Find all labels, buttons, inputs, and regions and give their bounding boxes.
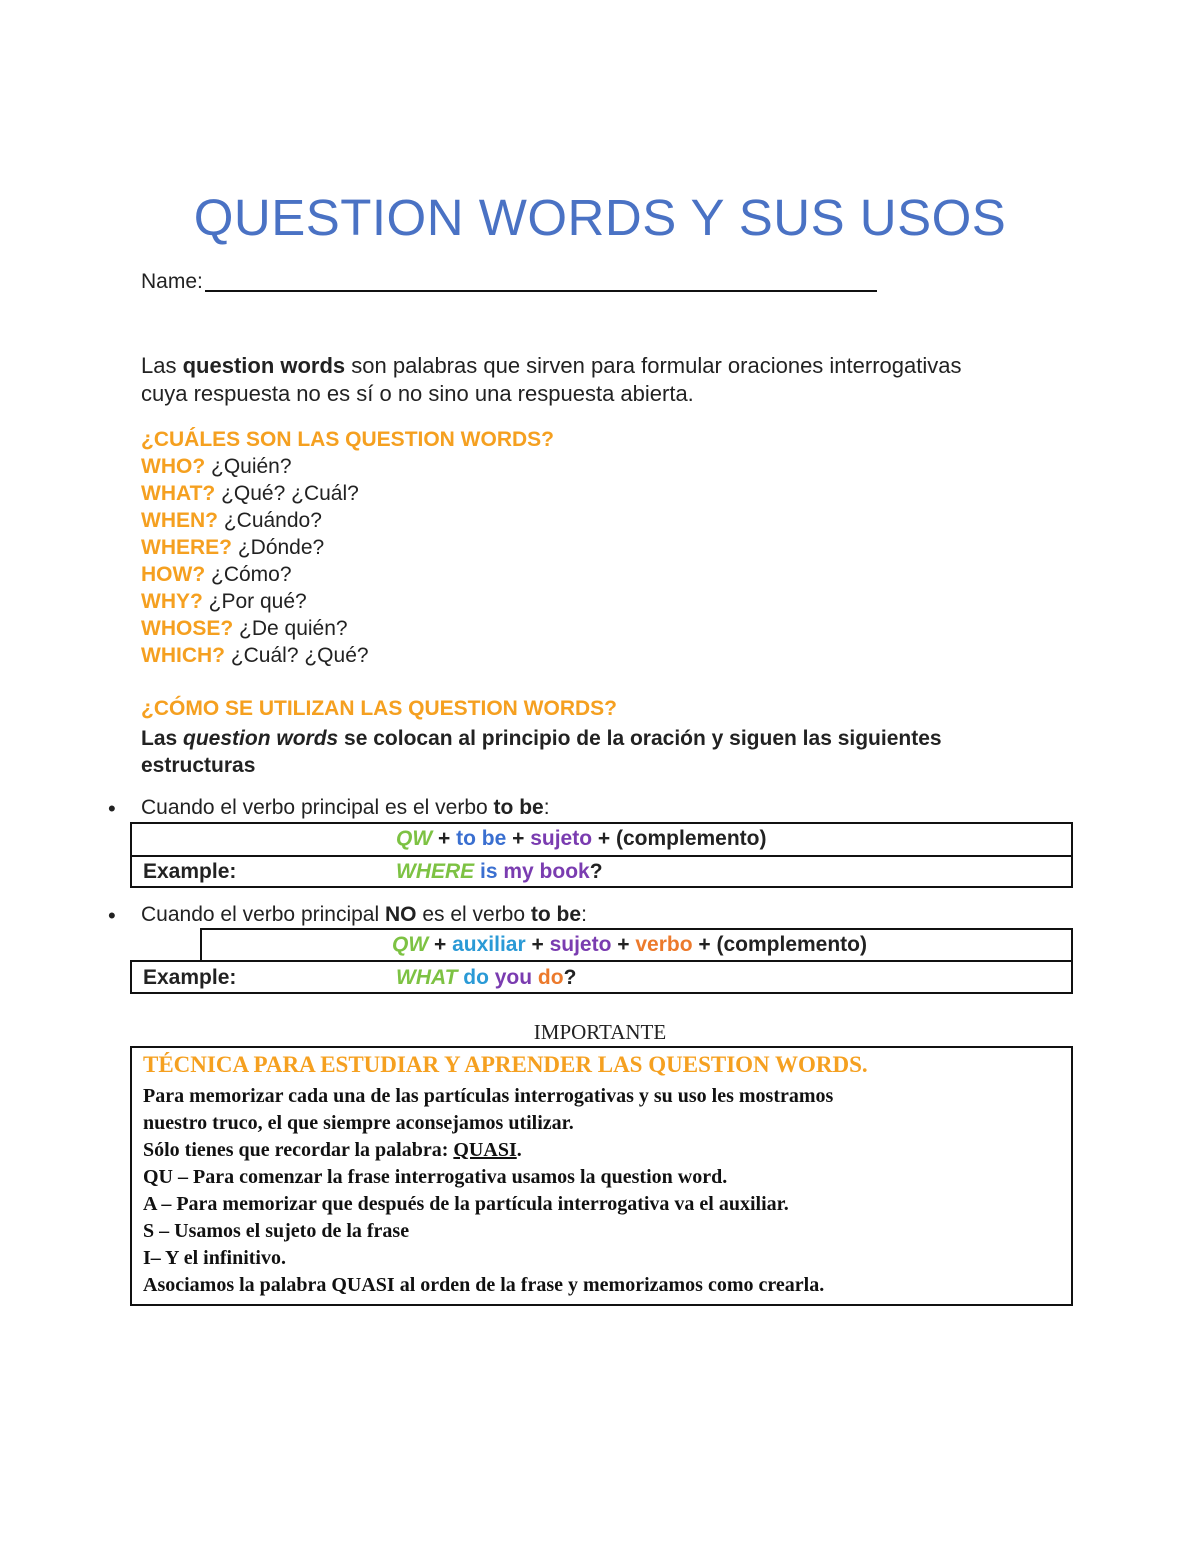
example-1: WHERE is my book? bbox=[396, 860, 603, 883]
table-divider bbox=[132, 855, 1071, 857]
question-word-row: WHOSE? ¿De quién? bbox=[141, 617, 348, 640]
name-blank-line bbox=[205, 290, 877, 292]
formula-2: QW + auxiliar + sujeto + verbo + (complemento) bbox=[392, 933, 867, 956]
importante-label: IMPORTANTE bbox=[533, 1020, 667, 1044]
name-label: Name: bbox=[141, 270, 203, 293]
technique-line: Para memorizar cada una de las partículas interrogativas y su uso les mostramos bbox=[143, 1085, 834, 1107]
formula-table-2-bottom bbox=[130, 960, 1073, 994]
formula-1: QW + to be + sujeto + (complemento) bbox=[396, 827, 767, 850]
technique-line: QU – Para comenzar la frase interrogativa usamos la question word. bbox=[143, 1166, 728, 1188]
technique-line: A – Para memorizar que después de la partícula interrogativa va el auxiliar. bbox=[143, 1193, 789, 1215]
technique-line: I– Y el infinitivo. bbox=[143, 1247, 286, 1269]
usage-paragraph: Las question words se colocan al principio de la oración y siguen las siguientes estructuras bbox=[141, 727, 942, 777]
case1-lead: Cuando el verbo principal es el verbo to be: bbox=[141, 796, 550, 819]
technique-title: TÉCNICA PARA ESTUDIAR Y APRENDER LAS QUESTION WORDS. bbox=[143, 1052, 868, 1077]
question-word-row: WHAT? ¿Qué? ¿Cuál? bbox=[141, 482, 359, 505]
technique-line: nuestro truco, el que siempre aconsejamos utilizar. bbox=[143, 1112, 574, 1134]
question-word-row: WHO? ¿Quién? bbox=[141, 455, 292, 478]
intro-text-3: cuya respuesta no es sí o no sino una respuesta abierta. bbox=[141, 381, 694, 406]
technique-line: Asociamos la palabra QUASI al orden de la frase y memorizamos como crearla. bbox=[143, 1274, 825, 1296]
intro-bold: question words bbox=[182, 353, 346, 378]
question-word-row: WHICH? ¿Cuál? ¿Qué? bbox=[141, 644, 369, 667]
example-label-2: Example: bbox=[143, 966, 237, 989]
intro-text-1: Las bbox=[141, 353, 183, 378]
technique-line: Sólo tienes que recordar la palabra: QUASI. bbox=[143, 1139, 522, 1161]
question-word-row: WHY? ¿Por qué? bbox=[141, 590, 307, 613]
question-word-row: WHEN? ¿Cuándo? bbox=[141, 509, 322, 532]
bullet-icon: • bbox=[108, 903, 116, 928]
case2-lead: Cuando el verbo principal NO es el verbo to be: bbox=[141, 903, 587, 926]
question-word-row: HOW? ¿Cómo? bbox=[141, 563, 292, 586]
section-heading-usage: ¿CÓMO SE UTILIZAN LAS QUESTION WORDS? bbox=[141, 697, 617, 720]
section-heading-question-words: ¿CUÁLES SON LAS QUESTION WORDS? bbox=[141, 428, 555, 451]
page-title: QUESTION WORDS Y SUS USOS bbox=[193, 189, 1007, 246]
bullet-icon: • bbox=[108, 796, 116, 821]
intro-text-2: son palabras que sirven para formular oraciones interrogativas bbox=[345, 353, 962, 378]
example-label-1: Example: bbox=[143, 860, 237, 883]
example-2: WHAT do you do? bbox=[396, 966, 577, 989]
intro-paragraph bbox=[141, 352, 1071, 408]
technique-line: S – Usamos el sujeto de la frase bbox=[143, 1220, 410, 1242]
question-word-row: WHERE? ¿Dónde? bbox=[141, 536, 325, 559]
